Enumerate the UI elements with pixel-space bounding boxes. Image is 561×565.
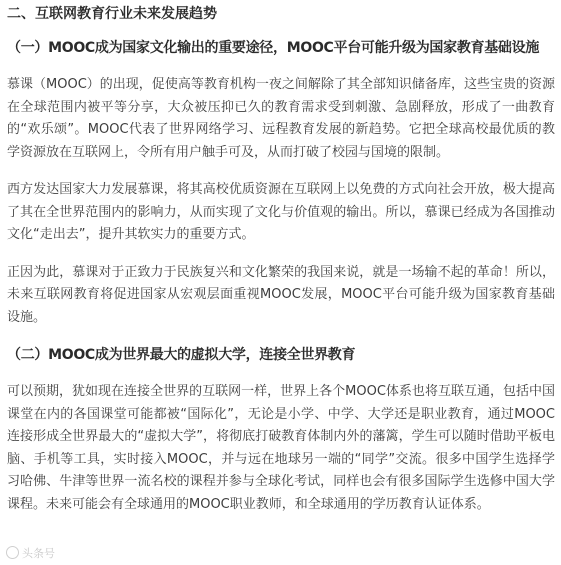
paragraph: 西方发达国家大力发展慕课，将其高校优质资源在互联网上以免费的方式向社会开放，极大提高了其在全世界范围内的影响力，从而实现了文化与价值观的输出。所以，慕课已经成为各国推动文化“走出去”，提升其软实力的重要方式。 — [7, 182, 555, 242]
section-title: 二、互联网教育行业未来发展趋势 — [7, 6, 217, 22]
paragraph: 可以预期，犹如现在连接全世界的互联网一样，世界上各个MOOC体系也将互联互通，包括中国课堂在内的各国课堂可能都被“国际化”，无论是小学、中学、大学还是职业教育，通过MOOC连接形成全世界最大的“虚拟大学”，将彻底打破教育体制内外的藩篱，学生可以随时借助平板电脑、手机等工具，实时接入MOOC，并与远在地球另一端的“同学”交流。很多中国学生选择学习哈佛、牛津等世界一流名校的课程并参与全球化考试，同样也会有很多国际学生选修中国大学课程。未来可能会有全球通用的MOOC职业教师，和全球通用的学历教育认证体系。 — [7, 384, 555, 512]
watermark — [6, 545, 55, 561]
watermark-text: 头条号 — [22, 547, 55, 560]
subsection-heading-2: （二）MOOC成为世界最大的虚拟大学，连接全世界教育 — [7, 347, 356, 363]
toutiao-logo-icon — [6, 546, 19, 559]
paragraph: 正因为此，慕课对于正致力于民族复兴和文化繁荣的我国来说，就是一场输不起的革命！所以，未来互联网教育将促进国家从宏观层面重视MOOC发展，MOOC平台可能升级为国家教育基础设施。 — [7, 264, 555, 325]
paragraph: 慕课（MOOC）的出现，促使高等教育机构一夜之间解除了其全部知识储备库，这些宝贵的资源在全球范围内被平等分享，大众被压抑已久的教育需求受到刺激、急剧释放，形成了一曲教育的“欢乐颂”。MOOC代表了世界网络学习、远程教育发展的新趋势。它把全球高校最优质的教学资源放在互联网上，令所有用户触手可及，从而打破了校园与国境的限制。 — [7, 77, 555, 160]
article-body — [7, 3, 555, 531]
subsection-heading-1: （一）MOOC成为国家文化输出的重要途径，MOOC平台可能升级为国家教育基础设施 — [7, 40, 540, 56]
